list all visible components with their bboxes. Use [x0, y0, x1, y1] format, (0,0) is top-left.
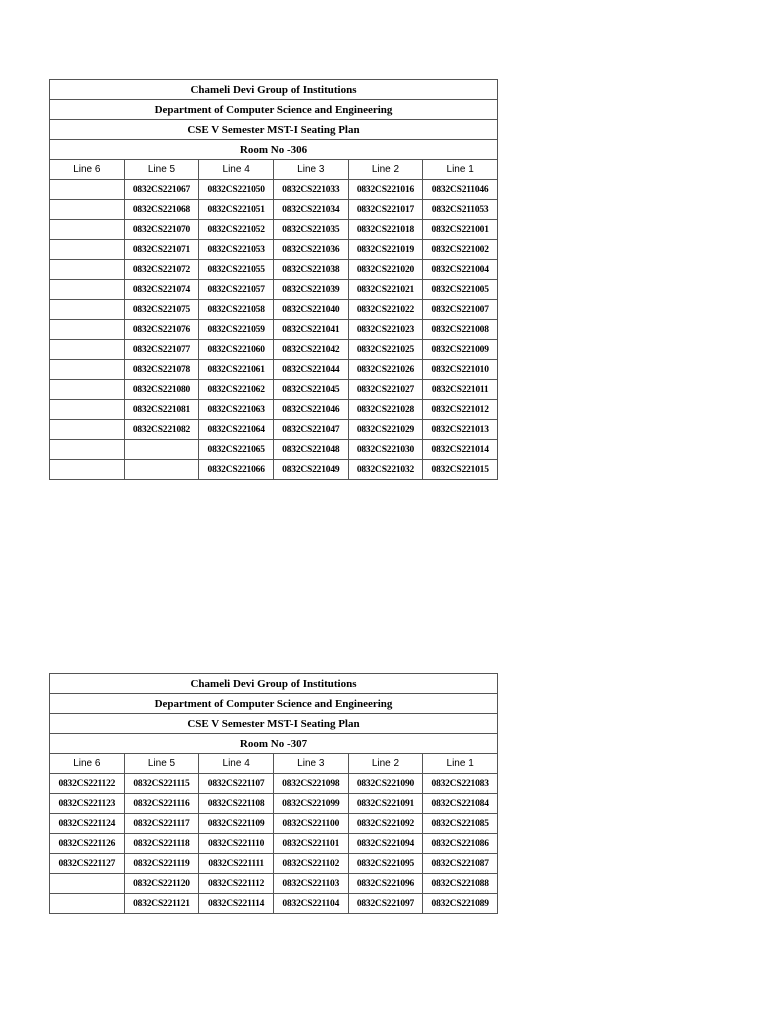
seat-cell: 0832CS221050 — [199, 180, 274, 200]
seat-cell: 0832CS221051 — [199, 200, 274, 220]
seat-cell: 0832CS221034 — [273, 200, 348, 220]
table-row — [50, 420, 498, 440]
seat-cell: 0832CS221059 — [199, 320, 274, 340]
seat-cell: 0832CS221089 — [423, 894, 498, 914]
seat-cell: 0832CS221005 — [423, 280, 498, 300]
seat-cell: 0832CS221021 — [348, 280, 423, 300]
seat-cell — [50, 280, 125, 300]
seat-cell: 0832CS221036 — [273, 240, 348, 260]
seat-cell: 0832CS221082 — [124, 420, 199, 440]
seat-cell — [50, 440, 125, 460]
seat-cell: 0832CS221061 — [199, 360, 274, 380]
table-row — [50, 380, 498, 400]
table-row — [50, 874, 498, 894]
seat-cell: 0832CS221115 — [124, 774, 199, 794]
room-number: Room No -306 — [50, 140, 498, 160]
seat-cell: 0832CS221001 — [423, 220, 498, 240]
seat-cell: 0832CS221109 — [199, 814, 274, 834]
seat-cell: 0832CS221120 — [124, 874, 199, 894]
seat-cell: 0832CS221119 — [124, 854, 199, 874]
seat-cell: 0832CS221041 — [273, 320, 348, 340]
seat-cell: 0832CS221014 — [423, 440, 498, 460]
seat-cell: 0832CS221035 — [273, 220, 348, 240]
seat-cell: 0832CS221122 — [50, 774, 125, 794]
seat-cell: 0832CS221103 — [273, 874, 348, 894]
seat-cell: 0832CS221086 — [423, 834, 498, 854]
column-header-row — [50, 160, 498, 180]
table-row — [50, 340, 498, 360]
seat-cell: 0832CS221004 — [423, 260, 498, 280]
seat-cell — [50, 340, 125, 360]
department-name: Department of Computer Science and Engineering — [50, 100, 498, 120]
seat-cell: 0832CS221088 — [423, 874, 498, 894]
seat-cell — [50, 320, 125, 340]
seat-cell: 0832CS221052 — [199, 220, 274, 240]
seat-cell — [50, 874, 125, 894]
seat-cell: 0832CS221116 — [124, 794, 199, 814]
seat-cell: 0832CS221080 — [124, 380, 199, 400]
seat-cell: 0832CS221067 — [124, 180, 199, 200]
seat-cell: 0832CS221026 — [348, 360, 423, 380]
seat-cell: 0832CS221084 — [423, 794, 498, 814]
column-header: Line 4 — [199, 754, 274, 774]
seat-cell: 0832CS221112 — [199, 874, 274, 894]
seat-cell: 0832CS221085 — [423, 814, 498, 834]
institution-name: Chameli Devi Group of Institutions — [50, 674, 498, 694]
seat-cell: 0832CS221017 — [348, 200, 423, 220]
column-header: Line 4 — [199, 160, 274, 180]
seat-cell — [50, 200, 125, 220]
seat-cell: 0832CS221027 — [348, 380, 423, 400]
seat-cell: 0832CS221066 — [199, 460, 274, 480]
column-header: Line 1 — [423, 160, 498, 180]
seat-cell: 0832CS221077 — [124, 340, 199, 360]
seat-cell: 0832CS221025 — [348, 340, 423, 360]
seat-cell: 0832CS221030 — [348, 440, 423, 460]
seat-cell: 0832CS221121 — [124, 894, 199, 914]
seat-cell — [50, 260, 125, 280]
column-header: Line 5 — [124, 160, 199, 180]
seat-cell: 0832CS221060 — [199, 340, 274, 360]
seat-cell: 0832CS221058 — [199, 300, 274, 320]
seat-cell: 0832CS221033 — [273, 180, 348, 200]
seat-cell: 0832CS221049 — [273, 460, 348, 480]
seating-plan-room-306 — [49, 79, 498, 480]
table-row — [50, 440, 498, 460]
seat-cell: 0832CS221070 — [124, 220, 199, 240]
seat-cell: 0832CS221100 — [273, 814, 348, 834]
seat-cell: 0832CS221057 — [199, 280, 274, 300]
seat-cell — [124, 460, 199, 480]
seat-cell: 0832CS221118 — [124, 834, 199, 854]
seat-cell: 0832CS221032 — [348, 460, 423, 480]
seat-cell: 0832CS221055 — [199, 260, 274, 280]
seat-cell: 0832CS221063 — [199, 400, 274, 420]
seat-cell: 0832CS221101 — [273, 834, 348, 854]
seat-cell: 0832CS221065 — [199, 440, 274, 460]
seat-cell — [50, 894, 125, 914]
seat-cell: 0832CS221072 — [124, 260, 199, 280]
seat-cell — [50, 360, 125, 380]
table-row — [50, 240, 498, 260]
column-header: Line 6 — [50, 754, 125, 774]
table-row — [50, 854, 498, 874]
table-row — [50, 200, 498, 220]
department-name: Department of Computer Science and Engineering — [50, 694, 498, 714]
seating-plan-room-307 — [49, 673, 498, 914]
seat-cell — [50, 180, 125, 200]
seat-cell: 0832CS221097 — [348, 894, 423, 914]
seat-cell: 0832CS221117 — [124, 814, 199, 834]
seat-cell: 0832CS221007 — [423, 300, 498, 320]
seat-cell: 0832CS221045 — [273, 380, 348, 400]
seat-cell: 0832CS221074 — [124, 280, 199, 300]
seat-cell: 0832CS221081 — [124, 400, 199, 420]
seat-cell: 0832CS221015 — [423, 460, 498, 480]
seat-cell: 0832CS221091 — [348, 794, 423, 814]
seat-cell: 0832CS221048 — [273, 440, 348, 460]
seat-cell: 0832CS221012 — [423, 400, 498, 420]
table-row — [50, 360, 498, 380]
column-header-row — [50, 754, 498, 774]
seat-cell: 0832CS211046 — [423, 180, 498, 200]
seating-table — [49, 79, 498, 480]
seat-cell: 0832CS221104 — [273, 894, 348, 914]
seat-cell: 0832CS221008 — [423, 320, 498, 340]
seat-cell — [50, 300, 125, 320]
seat-cell: 0832CS221087 — [423, 854, 498, 874]
table-row — [50, 300, 498, 320]
seat-cell: 0832CS221010 — [423, 360, 498, 380]
seat-cell: 0832CS221020 — [348, 260, 423, 280]
seat-cell — [50, 220, 125, 240]
seat-cell — [50, 240, 125, 260]
seat-cell: 0832CS221126 — [50, 834, 125, 854]
column-header: Line 2 — [348, 754, 423, 774]
seat-cell: 0832CS221110 — [199, 834, 274, 854]
column-header: Line 3 — [273, 754, 348, 774]
seat-cell: 0832CS221038 — [273, 260, 348, 280]
seat-cell: 0832CS221099 — [273, 794, 348, 814]
seat-cell: 0832CS221098 — [273, 774, 348, 794]
table-row — [50, 260, 498, 280]
seat-cell: 0832CS221107 — [199, 774, 274, 794]
table-row — [50, 814, 498, 834]
table-row — [50, 400, 498, 420]
seat-cell: 0832CS221013 — [423, 420, 498, 440]
seat-cell: 0832CS221094 — [348, 834, 423, 854]
seat-cell — [50, 460, 125, 480]
seat-cell: 0832CS221011 — [423, 380, 498, 400]
seat-cell: 0832CS221096 — [348, 874, 423, 894]
seat-cell: 0832CS221019 — [348, 240, 423, 260]
seat-cell — [124, 440, 199, 460]
seat-cell: 0832CS221092 — [348, 814, 423, 834]
table-row — [50, 180, 498, 200]
seat-cell: 0832CS221002 — [423, 240, 498, 260]
seat-cell: 0832CS221114 — [199, 894, 274, 914]
seat-cell: 0832CS221044 — [273, 360, 348, 380]
seat-cell: 0832CS221042 — [273, 340, 348, 360]
table-row — [50, 834, 498, 854]
seat-cell — [50, 420, 125, 440]
seat-cell: 0832CS221090 — [348, 774, 423, 794]
seat-cell: 0832CS221123 — [50, 794, 125, 814]
seat-cell — [50, 400, 125, 420]
seat-cell: 0832CS221124 — [50, 814, 125, 834]
table-row — [50, 894, 498, 914]
seat-cell: 0832CS221078 — [124, 360, 199, 380]
column-header: Line 2 — [348, 160, 423, 180]
seat-cell — [50, 380, 125, 400]
seat-cell: 0832CS221022 — [348, 300, 423, 320]
table-row — [50, 774, 498, 794]
seat-cell: 0832CS221039 — [273, 280, 348, 300]
seat-cell: 0832CS221029 — [348, 420, 423, 440]
seat-cell: 0832CS221040 — [273, 300, 348, 320]
column-header: Line 5 — [124, 754, 199, 774]
institution-name: Chameli Devi Group of Institutions — [50, 80, 498, 100]
table-row — [50, 320, 498, 340]
seat-cell: 0832CS221095 — [348, 854, 423, 874]
seat-cell: 0832CS221009 — [423, 340, 498, 360]
seat-cell: 0832CS221075 — [124, 300, 199, 320]
seat-cell: 0832CS221102 — [273, 854, 348, 874]
seat-cell: 0832CS221108 — [199, 794, 274, 814]
seat-cell: 0832CS221053 — [199, 240, 274, 260]
seat-cell: 0832CS221071 — [124, 240, 199, 260]
seat-cell: 0832CS221028 — [348, 400, 423, 420]
column-header: Line 1 — [423, 754, 498, 774]
seat-cell: 0832CS221111 — [199, 854, 274, 874]
seat-cell: 0832CS221046 — [273, 400, 348, 420]
seat-cell: 0832CS221068 — [124, 200, 199, 220]
seat-cell: 0832CS221076 — [124, 320, 199, 340]
table-row — [50, 220, 498, 240]
column-header: Line 3 — [273, 160, 348, 180]
seat-cell: 0832CS221023 — [348, 320, 423, 340]
exam-title: CSE V Semester MST-I Seating Plan — [50, 120, 498, 140]
seat-cell: 0832CS211053 — [423, 200, 498, 220]
seat-cell: 0832CS221083 — [423, 774, 498, 794]
table-row — [50, 280, 498, 300]
seat-cell: 0832CS221062 — [199, 380, 274, 400]
seating-table — [49, 673, 498, 914]
exam-title: CSE V Semester MST-I Seating Plan — [50, 714, 498, 734]
seat-cell: 0832CS221064 — [199, 420, 274, 440]
seat-cell: 0832CS221047 — [273, 420, 348, 440]
seat-cell: 0832CS221127 — [50, 854, 125, 874]
table-row — [50, 794, 498, 814]
table-row — [50, 460, 498, 480]
room-number: Room No -307 — [50, 734, 498, 754]
seat-cell: 0832CS221018 — [348, 220, 423, 240]
seat-cell: 0832CS221016 — [348, 180, 423, 200]
column-header: Line 6 — [50, 160, 125, 180]
